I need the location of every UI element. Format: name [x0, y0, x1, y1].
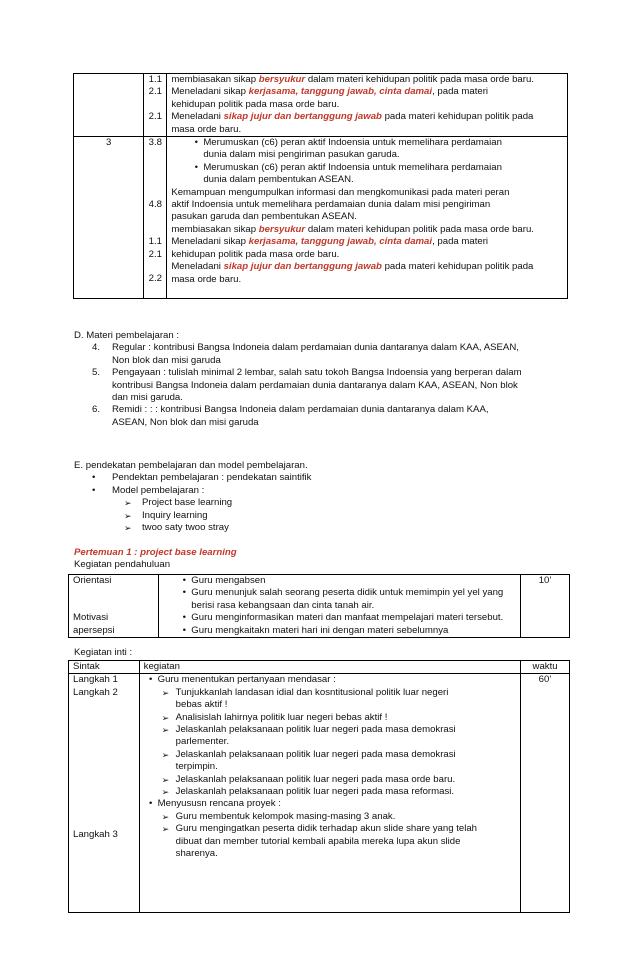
emphasis-text: kerjasama, tanggung jawab, cinta damai [248, 236, 433, 248]
activity-line: Guru menginformasikan materi dan manfaat mempelajari materi tersebut. [191, 612, 504, 624]
content-line [171, 224, 563, 236]
code-cell [146, 261, 164, 273]
question-item [144, 823, 516, 860]
bullet-text [203, 162, 563, 187]
model-text: Project base learning [142, 497, 233, 509]
competency-row-a [74, 74, 568, 137]
arrow-icon: ➢ [161, 824, 170, 835]
code-cell [146, 211, 164, 223]
bullet-icon: • [182, 575, 186, 586]
code-cell: 2.1 [148, 248, 163, 260]
question-item [144, 749, 516, 774]
bullet-line: dunia dalam misi pengiriman pasukan garuda. [203, 149, 400, 161]
code-cell [146, 149, 164, 161]
question-line: terpimpin. [175, 761, 218, 773]
item-line: Regular : kontribusi Bangsa Indoneia dalam perdamaian dunia dantaranya dalam KAA, ASEAN, [112, 342, 519, 354]
pertemuan-section [74, 547, 574, 572]
question-text [176, 786, 516, 798]
question-line: dibuat dan member tutorial kembali apabila mereka lupa akun slide [175, 835, 461, 847]
section-e-title: E. pendekatan pembelajaran dan model pembelajaran. [74, 460, 308, 471]
row-b-number: 3 [74, 137, 144, 299]
inti-bullet-1: • Guru menentukan pertanyaan mendasar : [144, 674, 516, 686]
inti-body-row [69, 674, 570, 913]
question-line: parlementer. [175, 736, 229, 748]
line-text: Meneladani sikap [171, 86, 249, 98]
code-cell: 1.1 [148, 236, 163, 248]
activity-text [191, 575, 516, 587]
content-line [171, 199, 563, 211]
code-cell: 3.8 [148, 137, 163, 149]
intro-activity [163, 612, 516, 624]
question-text [176, 811, 516, 823]
row-b-codes [144, 137, 167, 299]
item-number: 6. [92, 404, 101, 416]
question-line: Jelaskanlah pelaksanaan politik luar negeri pada masa orde baru. [175, 773, 456, 785]
question-item [144, 774, 516, 786]
bullet-line: Merumuskan (c6) peran aktif Indoensia untuk memelihara perdamaian [203, 161, 502, 173]
line-text: pada materi kehidupan politik pada [381, 261, 534, 273]
bullet-icon: • [148, 798, 153, 810]
question-text [176, 712, 516, 724]
question-text [176, 749, 516, 774]
activity-text [191, 587, 516, 612]
line-text: pasukan garuda dan pembentukan ASEAN. [171, 211, 357, 223]
competency-table [73, 73, 568, 299]
row-a-content [167, 74, 568, 137]
intro-activity [163, 575, 516, 587]
activity-text [191, 625, 516, 637]
code-cell: 2.2 [148, 273, 163, 285]
header-waktu: waktu [521, 661, 570, 674]
line-text: masa orde baru. [171, 123, 242, 135]
content-line [171, 74, 563, 86]
content-line [171, 86, 563, 98]
inti-label-wrap [74, 647, 574, 659]
bullet-icon: • [92, 472, 96, 484]
code-cell [146, 187, 164, 199]
emphasis-text: sikap jujur dan bertanggung jawab [223, 111, 382, 123]
activity-line: Guru mengkaitakn materi hari ini dengan materi sebelumnya [191, 624, 449, 636]
intro-activity [163, 625, 516, 637]
header-kegiatan: kegiatan [139, 661, 520, 674]
item-number: 5. [92, 367, 101, 379]
item-line: ASEAN, Non blok dan misi garuda [112, 416, 259, 428]
question-item [144, 687, 516, 712]
label-apersepsi: apersepsi [73, 625, 115, 636]
model-text: Inquiry learning [142, 509, 208, 521]
activity-text [191, 612, 516, 624]
materi-item [74, 367, 574, 404]
line-text: membiasakan sikap [171, 74, 259, 85]
bullet-line: dunia dalam pembentukan ASEAN. [203, 174, 354, 186]
materi-item [74, 404, 574, 429]
line-text: Meneladani [171, 261, 224, 273]
inti-label: Kegiatan inti : [74, 647, 133, 658]
indicator-bullet [171, 162, 563, 187]
row-b-content [167, 137, 568, 299]
line-text: Kemampuan mengumpulkan informasi dan mengkomunikasi pada materi peran [171, 186, 510, 198]
content-line [171, 249, 563, 261]
inti-time: 60’ [521, 674, 570, 913]
code-cell [146, 99, 164, 111]
question-item [144, 724, 516, 749]
bullet-icon: • [148, 674, 153, 686]
emphasis-text: sikap jujur dan bertanggung jawab [223, 261, 382, 273]
code-cell [146, 286, 164, 298]
bullet-icon: • [194, 161, 198, 173]
langkah-column [69, 674, 140, 913]
bullet-text: Pendektan pembelajaran : pendekatan saintifik [112, 472, 312, 484]
item-text [112, 342, 572, 367]
row-a-codes [144, 74, 167, 137]
line-text: dalam materi kehidupan politik pada masa orde baru. [305, 223, 534, 235]
langkah-2: Langkah 2 [73, 687, 118, 699]
line-text: dalam materi kehidupan politik pada masa orde baru. [305, 74, 534, 85]
question-text [176, 687, 516, 712]
emphasis-text: bersyukur [258, 223, 306, 235]
inti-table [68, 660, 570, 913]
line-text: pada materi kehidupan politik pada [381, 111, 534, 123]
arrow-icon: ➢ [161, 687, 170, 698]
question-line: Jelaskanlah pelaksanaan politik luar negeri pada masa demokrasi [175, 724, 456, 736]
arrow-icon: ➢ [161, 811, 170, 822]
arrow-icon: ➢ [161, 749, 170, 760]
line-text: Meneladani [171, 111, 224, 123]
model-text: twoo saty twoo stray [142, 522, 229, 534]
arrow-icon: ➢ [124, 498, 132, 509]
question-text [176, 823, 516, 860]
activity-line: Guru menunjuk salah seorang peserta didik untuk memimpin yel yel yang [191, 587, 504, 599]
line-text: Meneladani sikap [171, 236, 249, 248]
materi-item [74, 342, 574, 367]
pertemuan-title: Pertemuan 1 : project base learning [74, 547, 237, 558]
question-text [176, 724, 516, 749]
content-line [171, 187, 563, 199]
arrow-icon: ➢ [161, 787, 170, 798]
code-cell [146, 224, 164, 236]
content-line [171, 261, 563, 273]
question-line: Analisislah lahirnya politik luar negeri bebas aktif ! [175, 711, 388, 723]
question-item [144, 811, 516, 823]
model-item [74, 510, 574, 522]
model-item [74, 522, 574, 534]
line-text: kehidupan politik pada masa orde baru. [171, 248, 340, 260]
label-orientasi: Orientasi [73, 575, 112, 586]
bullet-text: Model pembelajaran : [112, 484, 205, 496]
item-number: 4. [92, 342, 101, 354]
content-line [171, 111, 563, 123]
line-text: membiasakan sikap [171, 223, 259, 235]
item-text [112, 367, 572, 404]
arrow-icon: ➢ [161, 725, 170, 736]
bullet-icon: • [182, 587, 186, 599]
code-cell: 1.1 [148, 74, 163, 85]
model-item [74, 497, 574, 509]
item-line: Pengayaan : tulislah minimal 2 lembar, salah satu tokoh Bangsa Indoensia yang berperan dalam [112, 367, 522, 379]
question-line: Jelaskanlah pelaksanaan politik luar negeri pada masa reformasi. [175, 786, 455, 798]
code-cell [146, 162, 164, 174]
question-item [144, 786, 516, 798]
bullet-text [203, 137, 563, 162]
inti-bullet-2: • Menyususn rencana proyek : [144, 798, 516, 810]
bullet-icon: • [92, 484, 96, 496]
arrow-icon: ➢ [161, 774, 170, 785]
line-text: , pada materi [432, 236, 489, 248]
intro-time: 10’ [521, 575, 570, 638]
item-text [112, 404, 572, 429]
emphasis-text: kerjasama, tanggung jawab, cinta damai [248, 86, 433, 98]
line-text: aktif Indoensia untuk memelihara perdamaian dunia dalam misi pengiriman [171, 199, 491, 211]
langkah-3: Langkah 3 [73, 829, 118, 841]
indicator-bullet [171, 137, 563, 162]
content-line [171, 124, 563, 136]
item-line: kontribusi Bangsa Indoneia dalam perdamaian dunia dantaranya dalam KAA, ASEAN, Non blok [112, 379, 518, 391]
line-text: , pada materi [432, 86, 489, 98]
code-cell: 2.1 [148, 86, 163, 98]
label-motivasi: Motivasi [73, 612, 109, 623]
activity-line: berisi rasa kebangsaan dan cinta tanah air. [191, 599, 375, 611]
intro-table [68, 574, 570, 638]
kegiatan-column [139, 674, 520, 913]
header-sintak: Sintak [69, 661, 140, 674]
question-item [144, 712, 516, 724]
bullet-icon: • [182, 624, 186, 636]
approach-bullet [74, 472, 574, 484]
question-line: Guru mengingatkan peserta didik terhadap akun slide share yang telah [175, 823, 478, 835]
line-text: kehidupan politik pada masa orde baru. [171, 98, 340, 110]
arrow-icon: ➢ [161, 712, 170, 723]
intro-activity [163, 587, 516, 612]
emphasis-text: bersyukur [258, 74, 306, 85]
arrow-icon: ➢ [124, 510, 132, 521]
intro-activities [159, 575, 521, 638]
line-text: masa orde baru. [171, 273, 242, 285]
arrow-icon: ➢ [124, 523, 132, 534]
section-d [74, 330, 574, 429]
question-line: Guru membentuk kelompok masing-masing 3 anak. [175, 810, 396, 822]
bullet-line: Merumuskan (c6) peran aktif Indoensia untuk memelihara perdamaian [203, 137, 502, 149]
inti-header-row [69, 661, 570, 674]
item-line: Non blok dan misi garuda [112, 354, 221, 366]
content-line [171, 99, 563, 111]
code-cell: 4.8 [148, 198, 163, 210]
code-cell [146, 124, 164, 136]
content-line [171, 211, 563, 223]
code-cell [146, 174, 164, 186]
bullet-icon: • [194, 137, 198, 149]
code-cell: 2.1 [148, 111, 163, 123]
intro-labels [69, 575, 159, 638]
question-line: sharenya. [175, 848, 218, 860]
question-line: Jelaskanlah pelaksanaan politik luar negeri pada masa demokrasi [175, 748, 456, 760]
approach-bullet [74, 485, 574, 497]
langkah-1: Langkah 1 [73, 674, 118, 686]
question-text [176, 774, 516, 786]
question-line: Tunjukkanlah landasan idial dan kosntitusional politik luar negeri [175, 686, 449, 698]
activity-line: Guru mengabsen [191, 575, 266, 586]
item-line: Remidi : : : kontribusi Bangsa Indoneia dalam perdamaian dunia dantaranya dalam KAA, [112, 404, 489, 416]
item-line: dan misi garuda. [112, 392, 183, 404]
bullet-icon: • [182, 612, 186, 624]
pendahuluan-label: Kegiatan pendahuluan [74, 559, 171, 571]
competency-row-b [74, 137, 568, 299]
content-line [171, 236, 563, 248]
row-a-number [74, 74, 144, 137]
question-line: bebas aktif ! [175, 699, 228, 711]
content-line [171, 274, 563, 286]
section-d-title: D. Materi pembelajaran : [74, 330, 180, 341]
section-e [74, 460, 574, 534]
